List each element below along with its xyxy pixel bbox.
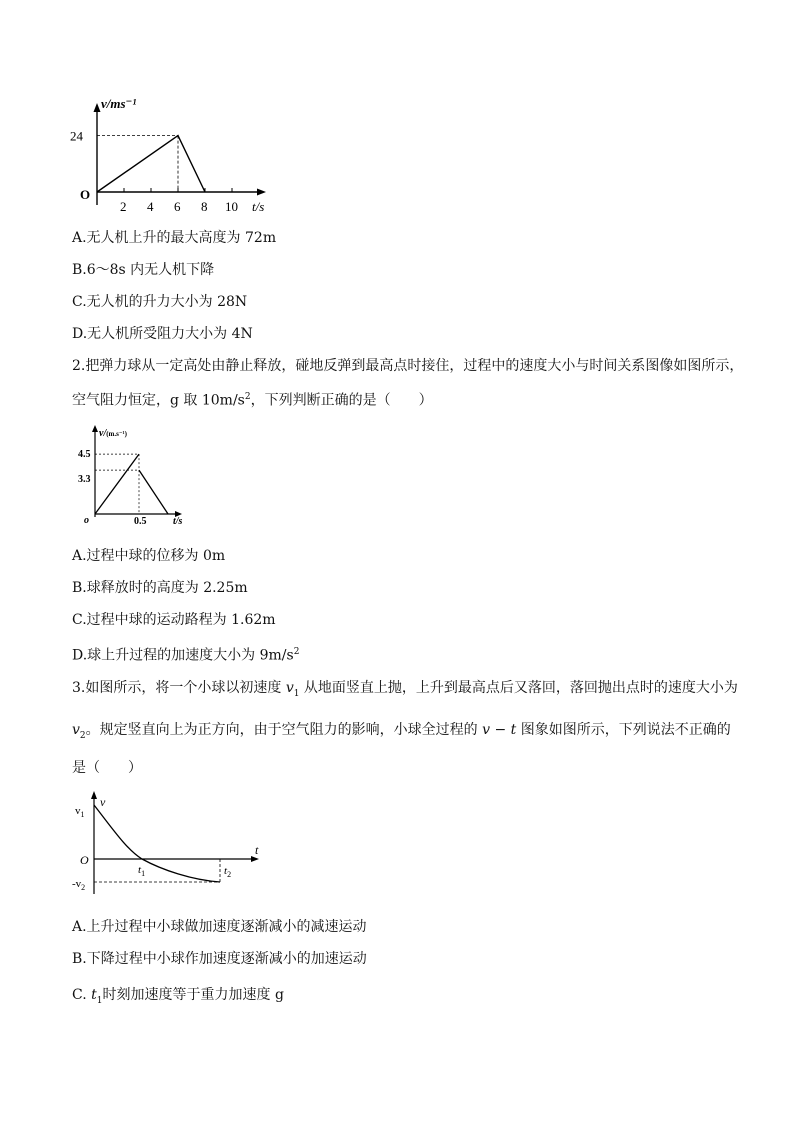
q2-fall-line [95,454,139,514]
q2-rise-line [139,470,168,514]
q3-stem-line1: 3.如图所示，将一个小球以初速度 $v_1$ 从地面竖直上抛，上升到最高点后又落回，落回抛出点时的速度大小为 [72,680,738,699]
q3-option-b: B.下降过程中小球作加速度逐渐减小的加速运动 [72,951,367,967]
q3-ylabel: v [100,795,106,809]
q1-ylabel: v/ms⁻¹ [101,96,137,111]
q3-option-a: A.上升过程中小球做加速度逐渐减小的减速运动 [72,919,367,935]
q2-ytick-45: 4.5 [78,449,91,460]
q2-y-arrow [92,425,98,432]
q1-option-d: D.无人机所受阻力大小为 4N [72,326,253,342]
q3-y-arrow [91,791,97,799]
q3-vt-chart [72,788,272,898]
q2-option-c: C.过程中球的运动路程为 1.62m [72,612,276,628]
q1-xtick-label: 2 [120,199,127,214]
q1-velocity-line [97,136,205,192]
q3-xtick-t2: $t_2$ [224,865,232,879]
q3-stem-line2: $v_2$。规定竖直向上为正方向，由于空气阻力的影响，小球全过程的 v − t 图象如图所示，下列说法不正确的 [72,722,731,741]
q3-stem-line3: 是（ ） [72,760,142,776]
q3-xtick-t1: $t_1$ [138,864,146,878]
q3-ytick-v1: $v_1$ [75,805,85,819]
q1-xtick-label: 4 [147,199,154,214]
q3-ytick-neg-v2: $-v_2$ [72,878,86,892]
q3-option-c: C. $t_1$时刻加速度等于重力加速度 g [72,987,284,1006]
q1-xtick-label: 6 [174,199,181,214]
q2-option-d: D.球上升过程的加速度大小为 $9m/s^2$ [72,647,300,664]
q1-ytick-label: 24 [70,128,83,144]
q1-xtick-label: 10 [225,199,238,214]
q1-xtick-label: 8 [201,199,208,214]
q1-y-arrow [94,103,101,112]
q1-option-b: B.6～8s 内无人机下降 [72,262,215,278]
q2-option-b: B.球释放时的高度为 2.25m [72,580,248,596]
q2-vt-chart [78,422,198,530]
q2-xlabel: t/s [173,516,183,527]
q2-xtick-05: 0.5 [134,516,147,527]
q2-stem-line2: 空气阻力恒定，g 取 $10m/s^2$，下列判断正确的是（ ） [72,392,433,409]
q1-option-c: C.无人机的升力大小为 28N [72,294,248,310]
q1-origin: O [80,187,91,202]
q1-xlabel: t/s [252,199,265,214]
q2-ytick-33: 3.3 [78,474,91,485]
q2-origin: o [84,515,89,526]
q2-option-a: A.过程中球的位移为 0m [72,548,226,564]
q2-stem-line1: 2.把弹力球从一定高处由静止释放，碰地反弹到最高点时接住，过程中的速度大小与时间关系图像如图所示， [72,358,744,374]
q1-vt-chart [70,95,280,220]
q2-ylabel: v/(m.s⁻¹) [99,428,127,439]
q3-origin: O [80,853,89,867]
q1-option-a: A.无人机上升的最大高度为 72m [72,230,277,246]
q3-xlabel: t [255,843,259,857]
q3-velocity-curve [94,805,220,882]
q1-x-arrow [257,189,266,196]
